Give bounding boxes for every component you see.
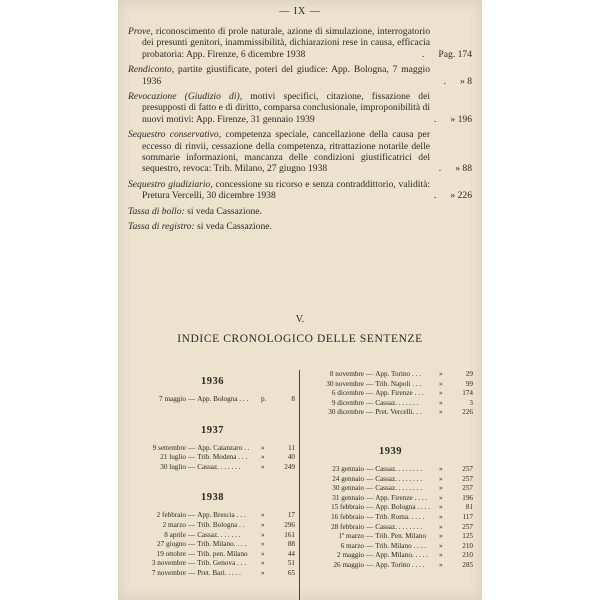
row-page-number: 117 xyxy=(462,512,473,521)
row-court: App. Milano. . . . . xyxy=(375,551,429,560)
row-page-number: 65 xyxy=(287,568,295,577)
entry-heading: Sequestro giudiziario, xyxy=(128,178,213,190)
chronology-row xyxy=(308,389,473,399)
row-dash: — xyxy=(366,464,374,473)
row-page-number: 44 xyxy=(287,549,295,558)
row-date: 30 luglio xyxy=(160,462,186,471)
row-page-marker: » xyxy=(261,530,265,539)
row-dash: — xyxy=(366,370,374,378)
row-page-marker: » xyxy=(261,559,265,568)
row-date: 7 novembre xyxy=(151,568,186,577)
row-date: 30 dicembre xyxy=(328,408,364,417)
entry-page-ref xyxy=(434,190,472,201)
chronology-row xyxy=(308,561,473,571)
chronology-row xyxy=(308,399,473,409)
entry-heading: Tassa di bollo: xyxy=(128,205,185,217)
row-dash: — xyxy=(366,551,374,560)
row-page-marker: p. xyxy=(261,395,267,403)
row-page-number: 125 xyxy=(462,532,473,541)
row-dash: — xyxy=(188,540,196,549)
row-date: 19 ottobre xyxy=(156,549,186,558)
entry-leader: . xyxy=(434,190,437,202)
row-page-marker: » xyxy=(261,443,265,452)
row-court: App. Bologna . . . . xyxy=(375,503,430,512)
row-dash: — xyxy=(188,559,196,568)
chronology-row xyxy=(130,521,295,531)
entry-text: riconoscimento di prole naturale, azione di simulazione, interrogatorio dei presunti genitori, inammissibilità, dichiarazioni rese in causa, efficacia probatoria: App. Firenze, 6 dicembre 1938 xyxy=(142,26,430,60)
year-heading: 1936 xyxy=(201,376,224,387)
row-court: Pret. Vercelli. . . xyxy=(375,408,422,417)
entry-text: motivi specifici, citazione, fissazione dei presupposti di fatto e di diritto, comparsa conclusionale, improponibilità di nuovi motivi: App. Firenze, 31 gennaio 1939 xyxy=(142,91,431,125)
row-page-marker: » xyxy=(261,453,265,462)
row-court: Trib. Pen. Milano xyxy=(375,532,427,541)
row-page-marker: » xyxy=(439,503,443,512)
row-court: App. Torino . . . . xyxy=(375,560,425,569)
index-entry xyxy=(128,179,472,202)
row-court: Trib. Milano. . . . xyxy=(197,540,247,549)
section-number: V. xyxy=(295,314,305,325)
row-date: 2 marzo xyxy=(162,520,186,529)
row-page-number: 285 xyxy=(462,560,473,569)
column-divider xyxy=(299,370,300,600)
row-date: 1º marzo xyxy=(338,532,364,541)
row-page-marker: » xyxy=(261,568,265,577)
row-date: 23 gennaio xyxy=(332,464,364,473)
row-page-marker: » xyxy=(439,464,443,473)
book-page xyxy=(118,0,482,600)
row-page-marker: » xyxy=(439,379,443,388)
row-court: Cassaz. . . . . . . xyxy=(197,462,241,471)
row-dash: — xyxy=(188,453,196,462)
index-entry xyxy=(128,91,472,125)
row-page-marker: » xyxy=(439,398,443,407)
row-dash: — xyxy=(188,530,196,539)
row-dash: — xyxy=(366,512,374,521)
row-page-marker: » xyxy=(439,512,443,521)
row-page-number: 296 xyxy=(284,520,295,529)
row-court: Cassaz. . . . . . . xyxy=(375,398,419,407)
entry-heading: Prove, xyxy=(128,26,153,37)
row-page-number: 174 xyxy=(462,389,473,398)
row-date: 3 novembre xyxy=(151,559,186,568)
row-page-number: 257 xyxy=(462,522,473,531)
row-court: App. Torino . . . xyxy=(375,370,421,378)
row-date: 30 gennaio xyxy=(332,484,364,493)
year-list xyxy=(308,465,473,571)
year-heading: 1938 xyxy=(201,492,224,504)
index-entry xyxy=(128,206,472,217)
entry-heading: Rendiconto, xyxy=(128,64,175,76)
row-dash: — xyxy=(188,443,196,452)
entry-page: » 196 xyxy=(450,113,472,125)
row-page-number: 29 xyxy=(465,370,473,378)
entry-page: » 8 xyxy=(460,75,472,87)
row-page-marker: » xyxy=(261,511,265,520)
chronology-row xyxy=(130,453,295,463)
row-dash: — xyxy=(366,493,374,502)
row-date: 7 maggio xyxy=(159,395,186,403)
row-page-marker: » xyxy=(261,540,265,549)
row-page-marker: » xyxy=(439,541,443,550)
row-dash: — xyxy=(188,462,196,471)
year-list xyxy=(130,511,295,578)
chronology-row xyxy=(308,532,473,542)
row-court: Trib. Roma. . . . . xyxy=(375,512,425,521)
row-page-marker: » xyxy=(439,370,443,378)
row-dash: — xyxy=(188,568,196,577)
row-dash: — xyxy=(366,484,374,493)
chronology-column-right xyxy=(308,370,473,571)
row-court: Trib. Milano . . . . xyxy=(375,541,427,550)
row-page-number: 81 xyxy=(465,503,473,512)
chronology-row xyxy=(308,475,473,485)
row-dash: — xyxy=(366,389,374,398)
chronology-row xyxy=(308,551,473,561)
row-page-number: 11 xyxy=(288,443,295,452)
entry-text: concessione su ricorso e senza contraddittorio, validità: Pretura Vercelli, 30 dicembre 1938 xyxy=(142,178,430,202)
row-date: 8 aprile xyxy=(164,530,186,539)
row-page-marker: » xyxy=(439,389,443,398)
chronology-row xyxy=(308,494,473,504)
chronology-row xyxy=(308,380,473,390)
row-court: Trib. pen. Milano xyxy=(197,549,248,558)
entry-page: Pag. 174 xyxy=(438,48,472,60)
row-court: Trib. Bologna . . xyxy=(197,520,245,529)
row-page-number: 17 xyxy=(287,511,295,520)
row-court: App. Catanzaro . . xyxy=(197,443,250,452)
chronology-row xyxy=(130,569,295,579)
row-page-marker: » xyxy=(261,520,265,529)
index-entry xyxy=(128,221,472,232)
entry-leader: . xyxy=(443,75,446,87)
entry-text: competenza speciale, cancellazione della causa per eccesso di rinvii, cessazione della competenza, ritrattazione notarile delle sommarie informazioni, mancanza delle condizioni giustificatrici del sequestro, revoca: Trib. Milano, 27 giugno 1938 xyxy=(142,129,431,175)
row-dash: — xyxy=(366,398,374,407)
row-page-number: 3 xyxy=(469,398,473,407)
row-date: 6 dicembre xyxy=(331,389,364,398)
entry-text: partite giustificate, poteri del giudice: App. Bologna, 7 maggio 1936 xyxy=(142,64,430,87)
row-court: Cassaz. . . . . . . . xyxy=(375,474,423,483)
page-folio: — IX — xyxy=(279,6,321,17)
row-court: Cassaz. . . . . . . . xyxy=(375,484,423,493)
chronology-row xyxy=(308,408,473,418)
row-page-marker: » xyxy=(439,532,443,541)
row-page-number: 8 xyxy=(291,395,295,403)
row-page-marker: » xyxy=(261,549,265,558)
index-entry xyxy=(128,129,472,175)
chronology-row xyxy=(308,513,473,523)
year-heading: 1939 xyxy=(379,445,402,457)
row-page-number: 88 xyxy=(287,540,295,549)
row-date: 16 febbraio xyxy=(331,512,364,521)
row-court: Cassaz. . . . . . . . xyxy=(375,464,423,473)
chronology-row xyxy=(308,503,473,513)
row-page-number: 210 xyxy=(462,551,473,560)
chronology-row xyxy=(308,465,473,475)
chronology-row xyxy=(308,370,473,380)
entry-page: » 226 xyxy=(450,190,472,202)
entry-leader: . xyxy=(438,163,442,175)
row-court: Trib. Napoli . . . xyxy=(375,379,422,388)
entry-heading: Tassa di registro: xyxy=(128,221,195,233)
entry-page: » 88 xyxy=(455,163,472,175)
row-page-marker: » xyxy=(439,493,443,502)
chronology-row xyxy=(308,523,473,533)
chronology-row xyxy=(130,463,295,473)
row-date: 2 febbraio xyxy=(156,511,186,520)
chronology-row xyxy=(130,511,295,521)
chronology-row xyxy=(308,484,473,494)
row-dash: — xyxy=(366,522,374,531)
entry-heading: Sequestro conservativo, xyxy=(128,129,222,141)
entry-heading: Revocazione (Giudizio di), xyxy=(128,91,243,103)
row-dash: — xyxy=(366,474,374,483)
row-date: 6 marzo xyxy=(340,541,364,550)
row-page-number: 257 xyxy=(462,464,473,473)
chronology-row xyxy=(130,444,295,454)
row-date: 28 febbraio xyxy=(331,522,364,531)
row-page-number: 249 xyxy=(284,462,295,471)
row-court: Cassaz. . . . . . . . xyxy=(375,522,423,531)
entry-text: si veda Cassazione. xyxy=(184,205,262,217)
chronology-row xyxy=(130,550,295,560)
row-page-number: 161 xyxy=(284,530,295,539)
row-page-marker: » xyxy=(439,560,443,569)
row-court: Trib. Modena . . . xyxy=(197,453,248,462)
row-date: 26 maggio xyxy=(333,560,364,569)
subject-index-entries xyxy=(128,26,472,237)
row-date: 30 novembre xyxy=(326,379,364,388)
entry-leader: . xyxy=(434,113,437,125)
entry-page-ref xyxy=(444,76,472,87)
chronology-column-left xyxy=(130,370,295,579)
row-court: Cassaz. . . . . . . xyxy=(197,530,241,539)
row-date: 31 gennaio xyxy=(332,493,364,502)
chronology-row xyxy=(130,531,295,541)
row-date: 15 febbraio xyxy=(331,503,364,512)
year-heading: 1937 xyxy=(201,424,224,436)
row-page-number: 51 xyxy=(287,559,295,568)
row-page-number: 196 xyxy=(462,493,473,502)
row-date: 27 giugno xyxy=(157,540,186,549)
row-court: Trib. Genova . . . xyxy=(197,559,247,568)
row-page-number: 226 xyxy=(462,408,473,417)
row-page-number: 210 xyxy=(462,541,473,550)
row-page-number: 257 xyxy=(462,474,473,483)
row-page-marker: » xyxy=(439,484,443,493)
year-list xyxy=(130,444,295,473)
row-dash: — xyxy=(366,379,374,388)
entry-text: si veda Cassazione. xyxy=(194,221,272,233)
row-page-number: 257 xyxy=(462,484,473,493)
section-title: INDICE CRONOLOGICO DELLE SENTENZE xyxy=(177,333,423,345)
chronology-row xyxy=(130,395,295,405)
row-date: 2 maggio xyxy=(337,551,364,560)
row-dash: — xyxy=(366,560,374,569)
row-dash: — xyxy=(188,549,196,558)
chronology-row xyxy=(308,542,473,552)
row-page-number: 99 xyxy=(465,379,473,388)
row-page-marker: » xyxy=(439,474,443,483)
row-date: 9 settembre xyxy=(152,443,186,452)
entry-page-ref xyxy=(434,114,472,125)
row-page-marker: » xyxy=(439,408,443,417)
row-page-marker: » xyxy=(261,462,265,471)
row-court: App. Bologna . . . xyxy=(197,395,249,403)
row-date: 24 gennaio xyxy=(332,474,364,483)
row-date: 9 dicembre xyxy=(331,398,364,407)
index-entry xyxy=(128,64,472,87)
row-dash: — xyxy=(366,503,374,512)
index-entry xyxy=(128,26,472,60)
row-page-marker: » xyxy=(439,522,443,531)
year-list-continued xyxy=(308,370,473,418)
row-dash: — xyxy=(188,395,196,403)
row-court: App. Firenze . . . xyxy=(375,389,424,398)
chronology-row xyxy=(130,559,295,569)
row-court: App. Brescia . . . xyxy=(197,511,246,520)
row-dash: — xyxy=(188,511,196,520)
row-dash: — xyxy=(366,532,374,541)
row-dash: — xyxy=(366,541,374,550)
row-date: 8 novembre xyxy=(329,370,364,378)
year-list xyxy=(130,395,295,405)
entry-page-ref xyxy=(422,49,472,60)
row-dash: — xyxy=(188,520,196,529)
row-date: 21 luglio xyxy=(160,453,186,462)
chronology-row xyxy=(130,540,295,550)
row-dash: — xyxy=(366,408,374,417)
entry-page-ref xyxy=(439,163,472,174)
entry-leader: . xyxy=(422,48,425,60)
row-court: Pret. Bari. . . . . xyxy=(197,568,241,577)
row-page-number: 40 xyxy=(287,453,295,462)
row-court: App. Firenze . . . . xyxy=(375,493,428,502)
row-page-marker: » xyxy=(439,551,443,560)
